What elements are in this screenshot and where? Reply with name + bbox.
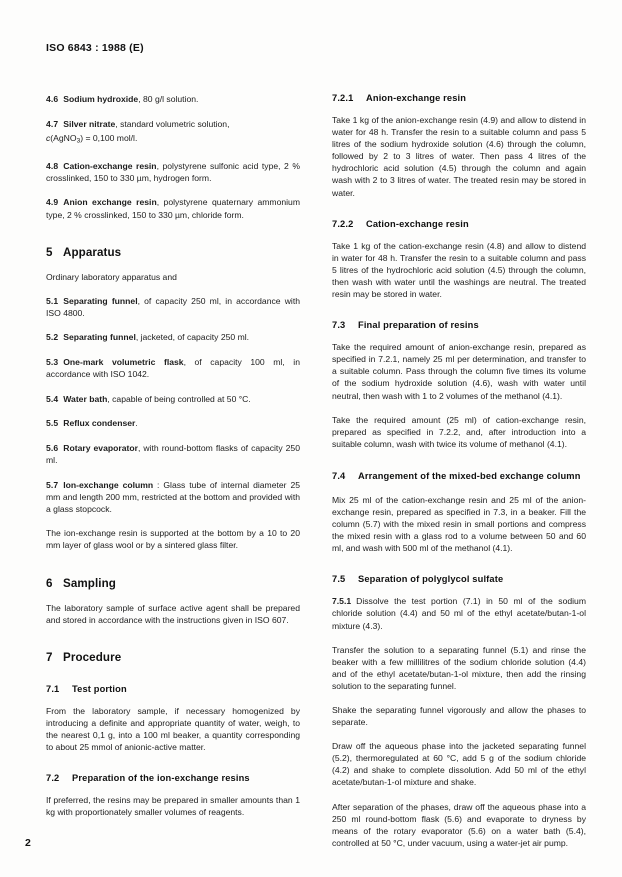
section-number: 7 xyxy=(46,650,53,664)
subsection-7-5-1-paragraph xyxy=(332,595,586,631)
section-5-closing-paragraph: The ion-exchange resin is supported at the bottom by a 10 to 20 mm layer of glass wool or by a sintered glass filter. xyxy=(46,528,300,551)
left-column xyxy=(46,93,300,861)
section-heading-5 xyxy=(46,246,300,259)
clause-term: Ion-exchange column xyxy=(63,479,154,490)
clause-4-8 xyxy=(46,160,300,184)
clause-text: , with round-bottom flasks of capacity 250 ml. xyxy=(46,442,300,465)
section-number: 6 xyxy=(46,576,53,590)
clause-4-7 xyxy=(46,118,300,130)
clause-term: One-mark volumetric flask xyxy=(63,356,184,367)
item-text: Dissolve the test portion (7.1) in 50 ml of the sodium chloride solution (4.4) and 50 ml of the ethyl acetate/butan-1-ol mixture (4.3). xyxy=(332,596,586,631)
silver-nitrate-concentration-formula xyxy=(46,132,300,148)
formula-species-open: (AgNO xyxy=(50,132,77,143)
section-5-intro: Ordinary laboratory apparatus and xyxy=(46,271,177,282)
subsection-7-5-paragraph-4: Draw off the aqueous phase into the jacketed separating funnel (5.2), thermoregulated at 60 °C, add 5 g of the sodium chloride (4.2) and shake to complete dissolution. Add 50 ml of the ethyl acetate/butan-1-ol mixture and shake. xyxy=(332,741,586,788)
subsection-heading-7-2-1 xyxy=(332,93,586,103)
subsection-heading-7-2 xyxy=(46,773,300,783)
clause-term: Separating funnel xyxy=(63,332,136,343)
clause-number: 5.4 xyxy=(46,393,59,404)
clause-number: 5.1 xyxy=(46,295,59,306)
clause-term: Sodium hydroxide xyxy=(63,94,139,104)
clause-5-3 xyxy=(46,356,300,380)
subsection-heading-7-3 xyxy=(332,320,586,330)
formula-value: = 0,100 mol/l. xyxy=(83,132,138,143)
clause-term: Anion exchange resin xyxy=(63,197,157,208)
subsection-title: Final preparation of resins xyxy=(358,320,479,331)
clause-number: 5.6 xyxy=(46,442,59,453)
clause-5-2 xyxy=(46,331,300,343)
clause-term: Rotary evaporator xyxy=(63,442,138,453)
right-column xyxy=(332,93,586,861)
subsection-7-2-1-paragraph: Take 1 kg of the anion-exchange resin (4.9) and allow to distend in water for 48 h. Transfer the resin to a suitable column and pass 5 litres of the sodium hydroxide solution (4.6) through the column, followed by 2 to 3 litres of water. Then pass 4 litres of the hydrochloric acid solution (4.5) through the column and again wash with 2 to 3 litres of water. The treated resin may be stored in water. xyxy=(332,115,586,198)
clause-number: 4.9 xyxy=(46,197,59,208)
clause-4-9 xyxy=(46,196,300,220)
subsection-title: Cation-exchange resin xyxy=(366,218,469,229)
two-column-body xyxy=(46,93,586,861)
clause-term: Separating funnel xyxy=(63,295,138,306)
subsection-number: 7.1 xyxy=(46,683,60,694)
subsection-7-2-paragraph: If preferred, the resins may be prepared in smaller amounts than 1 kg with proportionately smaller volumes of reagents. xyxy=(46,795,300,818)
subsection-heading-7-4 xyxy=(332,470,586,483)
formula-subscript: 3 xyxy=(76,137,81,145)
subsection-7-2-2-paragraph: Take 1 kg of the cation-exchange resin (4.8) and allow to distend in water for 48 h. Transfer the resin to a suitable column and pass 5 litres of the hydrochloric acid solution (4.5) through the column, then wash with water until the washings are neutral. The treated resin may be stored in water. xyxy=(332,240,586,300)
subsection-heading-7-5 xyxy=(332,574,586,584)
section-6-paragraph: The laboratory sample of surface active agent shall be prepared and stored in accordance with the instructions given in ISO 607. xyxy=(46,602,300,625)
clause-text: . xyxy=(135,418,138,429)
clause-term: Reflux condenser xyxy=(63,418,136,429)
subsection-title: Arrangement of the mixed-bed exchange column xyxy=(358,470,581,481)
running-head: ISO 6843 : 1988 (E) xyxy=(46,42,144,54)
clause-text: , 80 g/l solution. xyxy=(138,94,199,104)
clause-text: , polystyrene quaternary ammonium type, 2 % crosslinked, 150 to 330 µm, chloride form. xyxy=(46,197,300,220)
section-heading-7 xyxy=(46,651,300,664)
section-title: Sampling xyxy=(63,576,116,590)
subsection-7-3-paragraph-2: Take the required amount (25 ml) of cation-exchange resin, prepared as specified in 7.2.2, and, after introduction into a suitable column, wash with twice its volume of methanol (4.1). xyxy=(332,414,586,449)
subsection-7-1-paragraph: From the laboratory sample, if necessary homogenized by introducing a definite and appropriate quantity of water, weigh, to the nearest 0,1 g, into a 100 ml beaker, a quantity corresponding to about 25 mmol of anionic-active matter. xyxy=(46,705,300,752)
clause-text: , of capacity 100 ml, in accordance with ISO 1042. xyxy=(46,356,300,380)
clause-term: Water bath xyxy=(63,393,108,404)
clause-text: , standard volumetric solution, xyxy=(115,118,230,129)
subsection-7-5-paragraph-5: After separation of the phases, draw off the aqueous phase into a 250 ml round-bottom flask (5.6) and evaporate to dryness by means of the rotary evaporator (5.6) on a water bath (5.4), controlled at 50 °C, under vacuum, using a water-jet air pump. xyxy=(332,801,586,848)
section-title: Apparatus xyxy=(63,245,122,259)
subsection-title: Anion-exchange resin xyxy=(366,93,467,103)
clause-5-7 xyxy=(46,479,300,515)
subsection-7-5-paragraph-2: Transfer the solution to a separating funnel (5.1) and rinse the beaker with a few millilitres of the sodium chloride solution (4.4) and of the ethyl acetate/butan-1-ol mixture, then add the rinsing solution to the separating funnel. xyxy=(332,644,586,691)
clause-5-1 xyxy=(46,295,300,319)
formula-species-close: ) xyxy=(80,132,84,143)
subsection-number: 7.2.2 xyxy=(332,218,354,229)
clause-number: 4.7 xyxy=(46,118,59,129)
subsection-heading-7-1 xyxy=(46,684,300,694)
clause-5-5 xyxy=(46,417,300,429)
clause-term: Silver nitrate xyxy=(63,118,116,129)
clause-number: 5.3 xyxy=(46,356,59,367)
clause-number: 4.6 xyxy=(46,94,59,104)
subsection-7-4-paragraph: Mix 25 ml of the cation-exchange resin and 25 ml of the anion-exchange resin, prepared as specified in 7.3, in a beaker. Fill the column (5.7) with the mixed resin in small portions and compress the mixed resin with a glass rod to a volume between 50 and 60 ml, and wash with 500 ml of the methanol (4.1). xyxy=(332,494,586,554)
section-heading-6 xyxy=(46,577,300,590)
subsection-title: Preparation of the ion-exchange resins xyxy=(72,773,250,784)
clause-5-6 xyxy=(46,442,300,466)
subsection-number: 7.4 xyxy=(332,470,346,481)
clause-5-4 xyxy=(46,393,300,405)
subsection-title: Test portion xyxy=(72,683,127,694)
subsection-heading-7-2-2 xyxy=(332,219,586,229)
subsection-7-3-paragraph-1: Take the required amount of anion-exchange resin, prepared as specified in 7.2.1, namely 25 ml per determination, and transfer to a suitable column. Pass through the column five times its volume of the sodium hydroxide solution (4.6), wash with water until neutral, then wash with 1 to 2 volumes of the methanol (4.1). xyxy=(332,342,586,401)
clause-number: 4.8 xyxy=(46,160,59,171)
clause-text: , capable of being controlled at 50 °C. xyxy=(107,393,251,404)
subsection-7-5-paragraph-3: Shake the separating funnel vigorously and allow the phases to separate. xyxy=(332,705,586,728)
clause-4-6 xyxy=(46,93,300,105)
clause-number: 5.2 xyxy=(46,332,59,343)
clause-text: , polystyrene sulfonic acid type, 2 % crosslinked, 150 to 330 µm, hydrogen form. xyxy=(46,160,300,183)
subsection-number: 7.5 xyxy=(332,574,346,585)
clause-number: 5.5 xyxy=(46,418,59,429)
clause-text: , of capacity 250 ml, in accordance with ISO 4800. xyxy=(46,295,300,318)
formula-symbol: c xyxy=(46,132,51,143)
clause-term: Cation-exchange resin xyxy=(63,160,157,171)
subsection-number: 7.3 xyxy=(332,320,346,331)
item-number: 7.5.1 xyxy=(332,596,352,607)
subsection-number: 7.2.1 xyxy=(332,93,354,103)
subsection-title: Separation of polyglycol sulfate xyxy=(358,574,504,585)
section-title: Procedure xyxy=(63,650,122,664)
section-number: 5 xyxy=(46,245,53,259)
clause-number: 5.7 xyxy=(46,479,59,490)
clause-text: , jacketed, of capacity 250 ml. xyxy=(135,332,250,343)
clause-text: : Glass tube of internal diameter 25 mm and length 200 mm, restricted at the bottom and provided with a glass stopcock. xyxy=(46,479,300,514)
page-number: 2 xyxy=(25,837,31,849)
subsection-number: 7.2 xyxy=(46,773,60,784)
